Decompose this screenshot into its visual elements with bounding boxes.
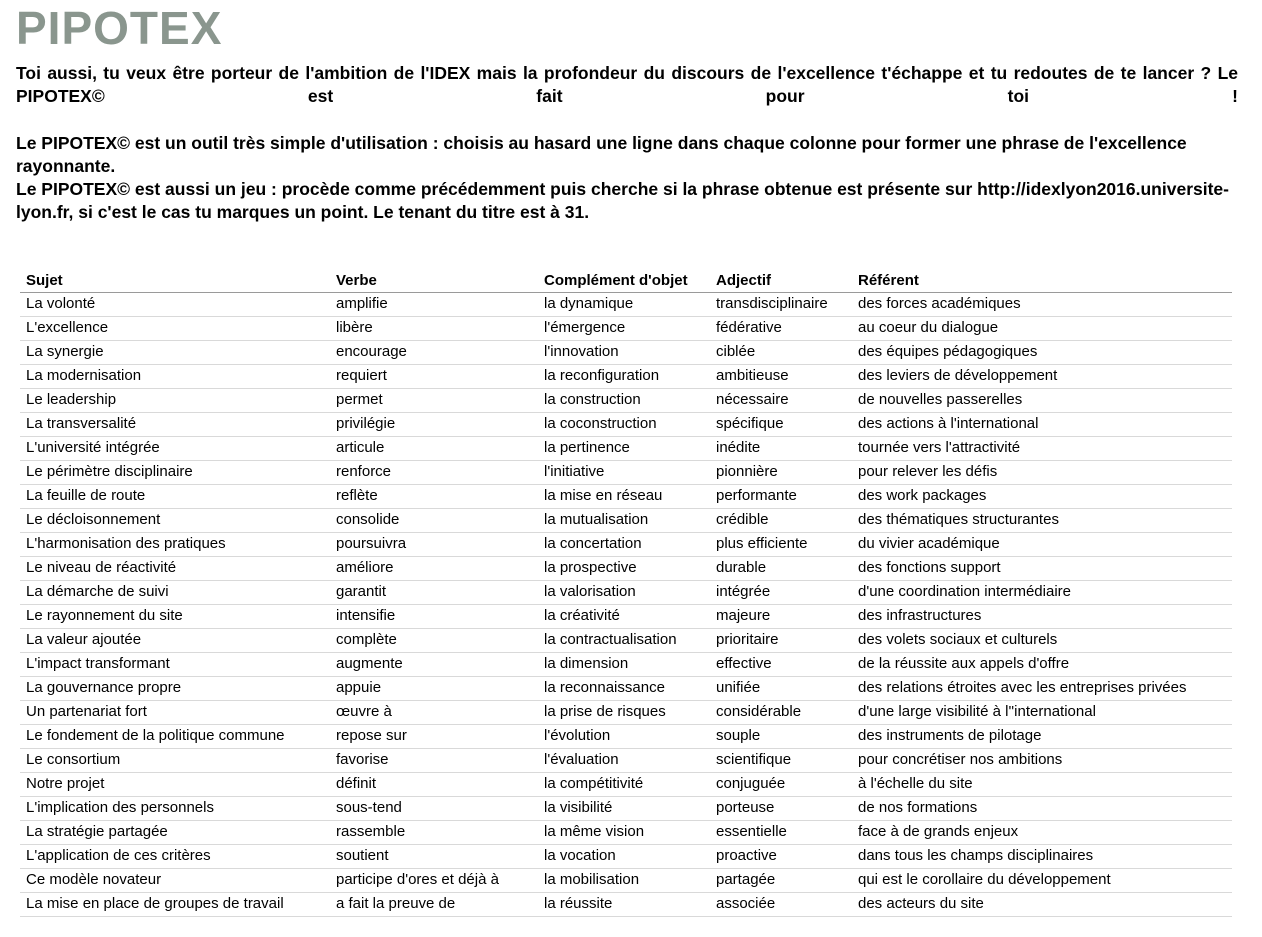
table-cell: la visibilité xyxy=(538,796,710,820)
table-cell: la dynamique xyxy=(538,292,710,316)
table-cell: durable xyxy=(710,556,852,580)
table-cell: l'émergence xyxy=(538,316,710,340)
table-cell: partagée xyxy=(710,868,852,892)
table-row xyxy=(20,364,1232,388)
table-cell: effective xyxy=(710,652,852,676)
table-cell: participe d'ores et déjà à xyxy=(330,868,538,892)
intro-table-spacer xyxy=(16,224,1246,270)
table-cell: L'impact transformant xyxy=(20,652,330,676)
table-cell: la prospective xyxy=(538,556,710,580)
table-cell: la même vision xyxy=(538,820,710,844)
table-cell: unifiée xyxy=(710,676,852,700)
table-cell: la réussite xyxy=(538,892,710,916)
table-cell: prioritaire xyxy=(710,628,852,652)
table-row xyxy=(20,652,1232,676)
table-row xyxy=(20,844,1232,868)
table-cell: L'excellence xyxy=(20,316,330,340)
table-row xyxy=(20,436,1232,460)
table-cell: amplifie xyxy=(330,292,538,316)
table-cell: majeure xyxy=(710,604,852,628)
table-cell: appuie xyxy=(330,676,538,700)
table-cell: proactive xyxy=(710,844,852,868)
table-cell: La feuille de route xyxy=(20,484,330,508)
table-cell: ambitieuse xyxy=(710,364,852,388)
table-cell: fédérative xyxy=(710,316,852,340)
table-cell: du vivier académique xyxy=(852,532,1232,556)
intro-paragraph-1: Toi aussi, tu veux être porteur de l'ambition de l'IDEX mais la profondeur du discours de l'excellence t'échappe et tu redoutes de te lancer ? Le PIPOTEX© est fait pour toi ! xyxy=(16,63,1238,107)
column-header-verbe: Verbe xyxy=(330,270,538,293)
table-cell: à l'échelle du site xyxy=(852,772,1232,796)
table-row xyxy=(20,724,1232,748)
table-row xyxy=(20,580,1232,604)
table-cell: nécessaire xyxy=(710,388,852,412)
table-cell: inédite xyxy=(710,436,852,460)
table-cell: des instruments de pilotage xyxy=(852,724,1232,748)
table-cell: soutient xyxy=(330,844,538,868)
table-cell: la vocation xyxy=(538,844,710,868)
table-cell: sous-tend xyxy=(330,796,538,820)
table-cell: dans tous les champs disciplinaires xyxy=(852,844,1232,868)
table-row xyxy=(20,460,1232,484)
table-cell: l'évolution xyxy=(538,724,710,748)
table-cell: Le leadership xyxy=(20,388,330,412)
table-cell: augmente xyxy=(330,652,538,676)
table-cell: consolide xyxy=(330,508,538,532)
pipotex-table xyxy=(20,270,1232,917)
table-cell: l'innovation xyxy=(538,340,710,364)
table-cell: privilégie xyxy=(330,412,538,436)
page-title: PIPOTEX xyxy=(16,2,223,54)
table-cell: Le consortium xyxy=(20,748,330,772)
table-row xyxy=(20,772,1232,796)
table-cell: la créativité xyxy=(538,604,710,628)
table-row xyxy=(20,820,1232,844)
table-cell: permet xyxy=(330,388,538,412)
table-cell: Un partenariat fort xyxy=(20,700,330,724)
table-cell: Le niveau de réactivité xyxy=(20,556,330,580)
table-cell: Le décloisonnement xyxy=(20,508,330,532)
table-cell: reflète xyxy=(330,484,538,508)
table-cell: la valorisation xyxy=(538,580,710,604)
table-cell: L'implication des personnels xyxy=(20,796,330,820)
table-cell: L'université intégrée xyxy=(20,436,330,460)
table-cell: porteuse xyxy=(710,796,852,820)
table-cell: Notre projet xyxy=(20,772,330,796)
table-row xyxy=(20,292,1232,316)
table-cell: Le rayonnement du site xyxy=(20,604,330,628)
table-cell: La stratégie partagée xyxy=(20,820,330,844)
table-cell: la reconfiguration xyxy=(538,364,710,388)
table-cell: La valeur ajoutée xyxy=(20,628,330,652)
table-row xyxy=(20,532,1232,556)
table-cell: performante xyxy=(710,484,852,508)
table-cell: transdisciplinaire xyxy=(710,292,852,316)
table-cell: La transversalité xyxy=(20,412,330,436)
column-header-referent: Référent xyxy=(852,270,1232,293)
table-cell: La modernisation xyxy=(20,364,330,388)
table-cell: la construction xyxy=(538,388,710,412)
table-cell: Le périmètre disciplinaire xyxy=(20,460,330,484)
table-cell: d'une large visibilité à l''international xyxy=(852,700,1232,724)
table-row xyxy=(20,796,1232,820)
table-cell: de nos formations xyxy=(852,796,1232,820)
intro-text-block xyxy=(16,62,1238,224)
table-cell: la compétitivité xyxy=(538,772,710,796)
table-header xyxy=(20,270,1232,293)
table-cell: d'une coordination intermédiaire xyxy=(852,580,1232,604)
table-cell: la contractualisation xyxy=(538,628,710,652)
table-cell: des forces académiques xyxy=(852,292,1232,316)
table-cell: crédible xyxy=(710,508,852,532)
table-cell: Le fondement de la politique commune xyxy=(20,724,330,748)
table-row xyxy=(20,556,1232,580)
table-cell: Ce modèle novateur xyxy=(20,868,330,892)
table-cell: l'initiative xyxy=(538,460,710,484)
table-cell: des leviers de développement xyxy=(852,364,1232,388)
table-cell: requiert xyxy=(330,364,538,388)
table-cell: poursuivra xyxy=(330,532,538,556)
table-cell: intégrée xyxy=(710,580,852,604)
table-cell: de la réussite aux appels d'offre xyxy=(852,652,1232,676)
page-root xyxy=(0,4,1262,937)
table-cell: ciblée xyxy=(710,340,852,364)
column-header-sujet: Sujet xyxy=(20,270,330,293)
table-cell: rassemble xyxy=(330,820,538,844)
table-cell: intensifie xyxy=(330,604,538,628)
table-cell: articule xyxy=(330,436,538,460)
table-body xyxy=(20,292,1232,916)
intro-paragraph-2: Le PIPOTEX© est un outil très simple d'utilisation : choisis au hasard une ligne dans chaque colonne pour former une phrase de l'excellence rayonnante. xyxy=(16,132,1187,176)
table-cell: œuvre à xyxy=(330,700,538,724)
table-cell: la mise en réseau xyxy=(538,484,710,508)
table-cell: associée xyxy=(710,892,852,916)
table-cell: qui est le corollaire du développement xyxy=(852,868,1232,892)
table-cell: des acteurs du site xyxy=(852,892,1232,916)
column-header-complement: Complément d'objet xyxy=(538,270,710,293)
table-cell: conjuguée xyxy=(710,772,852,796)
table-cell: favorise xyxy=(330,748,538,772)
table-cell: la pertinence xyxy=(538,436,710,460)
table-row xyxy=(20,628,1232,652)
table-row xyxy=(20,868,1232,892)
table-cell: des volets sociaux et culturels xyxy=(852,628,1232,652)
intro-paragraph-3: Le PIPOTEX© est aussi un jeu : procède comme précédemment puis cherche si la phrase obtenue est présente sur http://idexlyon2016.universite-lyon.fr, si c'est le cas tu marques un point. Le tenant du titre est à 31. xyxy=(16,178,1229,222)
table-cell: a fait la preuve de xyxy=(330,892,538,916)
table-cell: La gouvernance propre xyxy=(20,676,330,700)
table-cell: de nouvelles passerelles xyxy=(852,388,1232,412)
table-cell: La mise en place de groupes de travail xyxy=(20,892,330,916)
table-cell: améliore xyxy=(330,556,538,580)
table-cell: la prise de risques xyxy=(538,700,710,724)
table-cell: La démarche de suivi xyxy=(20,580,330,604)
table-cell: des équipes pédagogiques xyxy=(852,340,1232,364)
table-row xyxy=(20,412,1232,436)
table-header-row xyxy=(20,270,1232,293)
table-row xyxy=(20,484,1232,508)
table-cell: essentielle xyxy=(710,820,852,844)
table-cell: au coeur du dialogue xyxy=(852,316,1232,340)
table-cell: face à de grands enjeux xyxy=(852,820,1232,844)
table-cell: l'évaluation xyxy=(538,748,710,772)
table-cell: la coconstruction xyxy=(538,412,710,436)
table-cell: des relations étroites avec les entreprises privées xyxy=(852,676,1232,700)
table-cell: des infrastructures xyxy=(852,604,1232,628)
table-row xyxy=(20,892,1232,916)
table-cell: la dimension xyxy=(538,652,710,676)
table-row xyxy=(20,508,1232,532)
table-cell: la concertation xyxy=(538,532,710,556)
table-cell: scientifique xyxy=(710,748,852,772)
table-cell: La volonté xyxy=(20,292,330,316)
table-row xyxy=(20,340,1232,364)
table-cell: repose sur xyxy=(330,724,538,748)
table-cell: des thématiques structurantes xyxy=(852,508,1232,532)
table-row xyxy=(20,700,1232,724)
table-cell: la mutualisation xyxy=(538,508,710,532)
table-cell: des actions à l'international xyxy=(852,412,1232,436)
table-cell: souple xyxy=(710,724,852,748)
table-cell: La synergie xyxy=(20,340,330,364)
table-cell: définit xyxy=(330,772,538,796)
table-cell: encourage xyxy=(330,340,538,364)
table-row xyxy=(20,748,1232,772)
table-cell: garantit xyxy=(330,580,538,604)
table-cell: L'harmonisation des pratiques xyxy=(20,532,330,556)
table-cell: pour concrétiser nos ambitions xyxy=(852,748,1232,772)
table-cell: complète xyxy=(330,628,538,652)
table-cell: la mobilisation xyxy=(538,868,710,892)
table-cell: plus efficiente xyxy=(710,532,852,556)
table-row xyxy=(20,388,1232,412)
table-cell: libère xyxy=(330,316,538,340)
table-cell: spécifique xyxy=(710,412,852,436)
table-row xyxy=(20,316,1232,340)
table-row xyxy=(20,676,1232,700)
column-header-adjectif: Adjectif xyxy=(710,270,852,293)
table-cell: des work packages xyxy=(852,484,1232,508)
table-cell: tournée vers l'attractivité xyxy=(852,436,1232,460)
table-cell: des fonctions support xyxy=(852,556,1232,580)
table-cell: pour relever les défis xyxy=(852,460,1232,484)
table-cell: pionnière xyxy=(710,460,852,484)
table-row xyxy=(20,604,1232,628)
table-cell: L'application de ces critères xyxy=(20,844,330,868)
table-cell: la reconnaissance xyxy=(538,676,710,700)
table-cell: renforce xyxy=(330,460,538,484)
table-cell: considérable xyxy=(710,700,852,724)
